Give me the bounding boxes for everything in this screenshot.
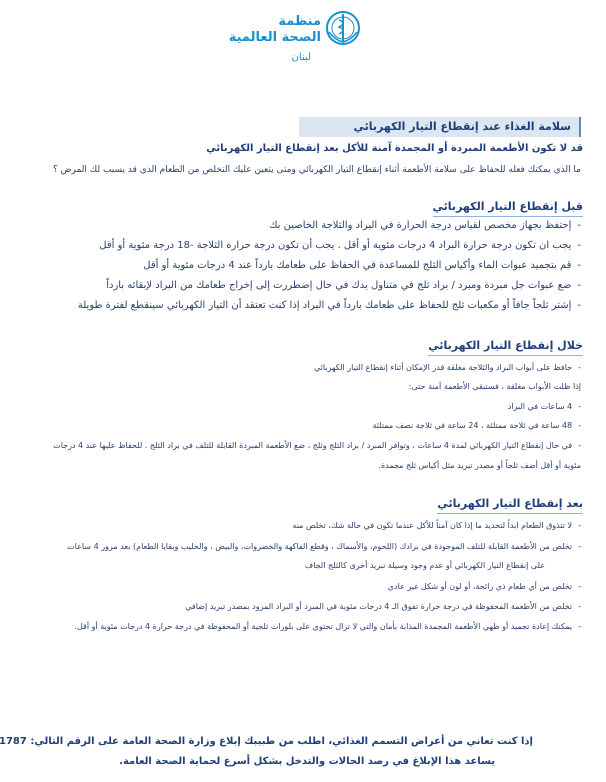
who-logo bbox=[229, 8, 362, 70]
list-item-continuation: مئوية أو أقل أضف ثلجاً أو مصدر تبريد مثل أكياس ثلج مجمدة. bbox=[379, 461, 582, 470]
list-item: -تخلص من الأطعمة المحفوظة في درجة حرارة تفوق الـ 4 درجات مئوية في المبرد أو البراد المزود بمصدر تبريد إضافي bbox=[186, 602, 582, 611]
intro-text: ما الذي يمكنك فعله للحفاظ على سلامة الأطعمة أثناء إنقطاع التيار الكهربائي ومتى يتعين عليك التخلص من الطعام الذي قد يسبب لك المرض ؟ bbox=[53, 165, 582, 175]
logo-text-country: لبنان bbox=[292, 52, 312, 63]
logo-text-line1: منظمة bbox=[279, 14, 322, 29]
list-item: -تخلص من أي طعام ذي رائحة، أو لون أو شكل غير عادي bbox=[388, 582, 582, 591]
list-item: -قم بتجميد عبوات الماء وأكياس الثلج للمساعدة في الحفاظ على طعامك بارداً عند 4 درجات مئوية أو أقل bbox=[144, 260, 582, 271]
list-item: -4 ساعات في البراد bbox=[508, 402, 582, 411]
list-item: -لا تتذوق الطعام ابداً لتحديد ما إذا كان آمناً للأكل عندما تكون في حالة شك، تخلص منه bbox=[293, 521, 582, 530]
page-subtitle: قد لا تكون الأطعمة المبردة أو المجمدة آمنة للأكل بعد إنقطاع التيار الكهربائي bbox=[207, 143, 584, 154]
section-heading-during: خلال إنقطاع التيار الكهربائي bbox=[429, 339, 584, 356]
list-item: -إشتر ثلجاً جافاً أو مكعبات ثلج للحفاظ على طعامك بارداً في البراد إذا كنت تعتقد أن التيار الكهربائي سينقطع لفترة طويلة bbox=[78, 300, 582, 311]
list-item: -تخلص من الأطعمة القابلة للتلف الموجودة في برادك (اللحوم، والأسماك ، وقطع الفاكهة والخضروات، والبيض ، والحليب وبقايا الطعام) بعد مرور 4 ساعات bbox=[68, 542, 582, 551]
section-heading-after: بعد إنقطاع التيار الكهربائي bbox=[438, 497, 584, 514]
list-item: -حافظ على أبواب البراد والثلاجة مغلقة قدر الإمكان أثناء إنقطاع التيار الكهربائي bbox=[315, 363, 582, 372]
list-item: -إحتفظ بجهاز مخصص لقياس درجة الحرارة في البراد والثلاجة الخاصين بك bbox=[270, 220, 582, 231]
list-item: -ضع عبوات جل مبردة ومبرد / براد ثلج في متناول يدك في حال إضطررت إلى إخراج طعامك من البراد لإبقائه بارداً bbox=[107, 280, 582, 291]
list-item-continuation: على إنقطاع التيار الكهربائي أو عدم وجود وسيلة تبريد أخرى كالثلج الجاف bbox=[305, 561, 546, 570]
list-item: -يمكنك إعادة تجميد أو طهي الأطعمة المجمدة المذابة بأمان والتي لا تزال تحتوي على بلورات ثلجية أو المحفوظة في درجة حرارة 4 درجات مئوية أو أقل. bbox=[75, 622, 582, 631]
list-item: -في حال إنقطاع التيار الكهربائي لمدة 4 ساعات ، وتوافر المبرد / براد الثلج وثلج ، ضع الأطعمة المبردة القابلة للتلف في براد الثلج . للحفاظ عليها عند 4 درجات bbox=[54, 441, 582, 450]
list-item: -يجب ان تكون درجة حرارة البراد 4 درجات مئوية أو أقل . يجب أن تكون درجة حرارة الثلاجة -18 درجة مئوية أو أقل bbox=[100, 240, 582, 251]
section-heading-before: قبل إنقطاع التيار الكهربائي bbox=[434, 200, 584, 217]
who-emblem-icon bbox=[326, 10, 362, 46]
list-item: -48 ساعة في ثلاجة ممتلئة ، 24 ساعة في ثلاجة نصف ممتلئة bbox=[373, 421, 582, 430]
footer-line1: إذا كنت تعاني من أعراض التسمم الغذائي، اطلب من طبيبك إبلاغ وزارة الصحة العامة على الرقم التالي: 1787 bbox=[0, 736, 534, 747]
page-title: سلامة الغذاء عند إنقطاع التيار الكهربائي bbox=[300, 117, 582, 137]
footer-line2: يساعد هذا الإبلاغ في رصد الحالات والتدخل بشكل أسرع لحماية الصحة العامة. bbox=[120, 756, 496, 767]
note-text: إذا ظلت الأبواب مغلقة ، فستبقى الأطعمة آمنة حتى: bbox=[409, 382, 582, 391]
logo-text-line2: الصحة العالمية bbox=[229, 30, 322, 45]
